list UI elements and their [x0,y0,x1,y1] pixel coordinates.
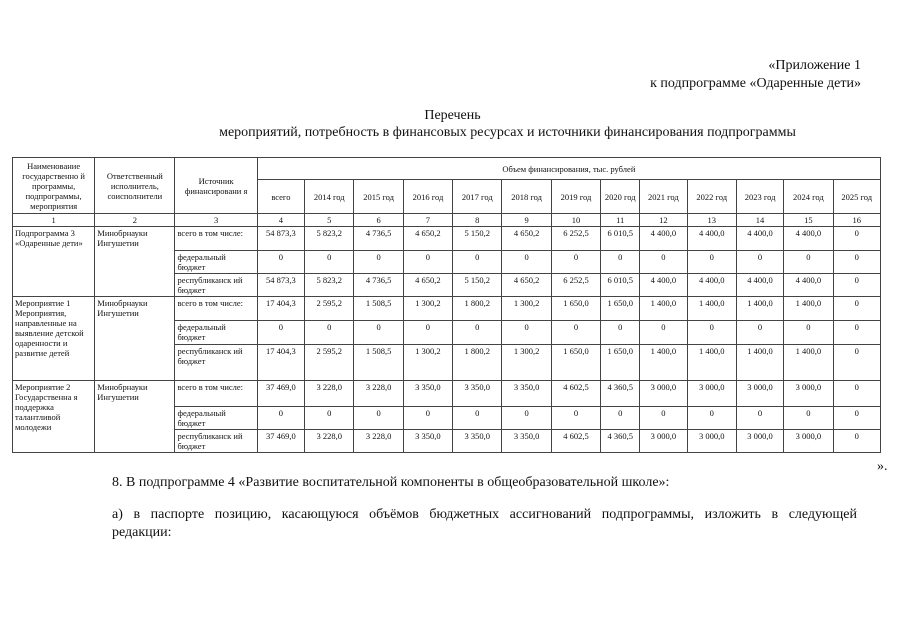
header-year: 2017 год [453,180,502,214]
table-cell: 5 823,2 [305,227,354,251]
table-cell: 0 [833,430,880,453]
table-cell: 3 228,0 [354,381,403,407]
table-cell: 3 000,0 [640,430,687,453]
table-cell: 17 404,3 [257,297,304,321]
header-source: Источник финансировани я [175,158,257,214]
table-cell: 4 650,2 [502,227,551,251]
table-cell: 0 [257,251,304,274]
row-funding-source: всего в том числе: [175,297,257,321]
table-cell: 3 228,0 [305,430,354,453]
row-funding-source: республиканск ий бюджет [175,274,257,297]
column-number: 14 [736,214,783,227]
header-year: 2025 год [833,180,880,214]
column-number: 11 [601,214,640,227]
row-executor: Минобрнауки Ингушетии [95,227,175,297]
header-year: 2019 год [551,180,600,214]
table-cell: 3 350,0 [453,381,502,407]
table-cell: 1 508,5 [354,345,403,381]
table-cell: 5 150,2 [453,227,502,251]
table-cell: 1 508,5 [354,297,403,321]
table-cell: 0 [403,321,452,345]
header-year: 2014 год [305,180,354,214]
table-cell: 0 [305,407,354,430]
paragraph-8: 8. В подпрограмме 4 «Развитие воспитательной компоненты в общеобразовательной школе»: [112,475,670,490]
list-title: Перечень [424,108,481,123]
table-cell: 0 [601,251,640,274]
table-cell: 3 000,0 [736,430,783,453]
header-year: 2018 год [502,180,551,214]
table-cell: 0 [640,321,687,345]
column-number: 16 [833,214,880,227]
table-cell: 4 400,0 [736,274,783,297]
table-cell: 1 400,0 [687,345,736,381]
table-cell: 2 595,2 [305,345,354,381]
table-cell: 0 [687,407,736,430]
appendix-line-1: «Приложение 1 [768,58,861,73]
appendix-block [650,57,861,93]
table-row [13,381,881,407]
table-cell: 0 [453,321,502,345]
header-name: Наименование государственно й программы, подпрограммы, мероприятия [13,158,95,214]
table-cell: 3 000,0 [640,381,687,407]
table-cell: 0 [257,321,304,345]
table-cell: 17 404,3 [257,345,304,381]
table-cell: 0 [784,407,833,430]
paragraph-a: а) в паспорте позицию, касающуюся объёмов бюджетных ассигнований подпрограммы, изложить в следующей редакции: [112,507,857,540]
column-number: 5 [305,214,354,227]
table-row [13,227,881,251]
table-cell: 0 [502,251,551,274]
table-cell: 1 800,2 [453,297,502,321]
table-cell: 0 [403,251,452,274]
table-cell: 0 [551,321,600,345]
table-cell: 0 [403,407,452,430]
header-total: всего [257,180,304,214]
header-year: 2021 год [640,180,687,214]
table-cell: 0 [551,251,600,274]
table-cell: 0 [257,407,304,430]
table-cell: 1 400,0 [736,345,783,381]
table-cell: 1 300,2 [403,297,452,321]
table-cell: 0 [601,407,640,430]
header-year: 2015 год [354,180,403,214]
column-number: 2 [95,214,175,227]
table-cell: 4 650,2 [403,227,452,251]
table-cell: 3 350,0 [502,381,551,407]
header-year: 2016 год [403,180,452,214]
table-cell: 1 650,0 [601,345,640,381]
header-year: 2020 год [601,180,640,214]
table-cell: 0 [502,321,551,345]
table-cell: 3 000,0 [736,381,783,407]
table-cell: 0 [354,321,403,345]
table-cell: 4 400,0 [687,274,736,297]
table-cell: 4 400,0 [640,227,687,251]
column-number: 15 [784,214,833,227]
table-cell: 0 [502,407,551,430]
table-cell: 0 [551,407,600,430]
row-item-name: Мероприятие 2 Государственна я поддержка талантливой молодежи [13,381,95,453]
table-cell: 1 300,2 [502,345,551,381]
table-cell: 0 [640,251,687,274]
closing-quote: ». [877,459,888,474]
table-cell: 0 [833,274,880,297]
table-cell: 0 [736,321,783,345]
table-cell: 4 736,5 [354,274,403,297]
table-cell: 0 [640,407,687,430]
list-subtitle: мероприятий, потребность в финансовых ресурсах и источники финансирования подпрограммы [219,125,796,140]
row-funding-source: федеральный бюджет [175,321,257,345]
table-cell: 3 350,0 [403,430,452,453]
table-cell: 54 873,3 [257,274,304,297]
table-cell: 4 400,0 [640,274,687,297]
column-number: 10 [551,214,600,227]
table-cell: 4 400,0 [784,227,833,251]
table-cell: 0 [833,251,880,274]
table-cell: 54 873,3 [257,227,304,251]
column-number: 3 [175,214,257,227]
row-item-name: Подпрограмма 3 «Одаренные дети» [13,227,95,297]
table-cell: 4 602,5 [551,430,600,453]
table-cell: 0 [687,321,736,345]
table-cell: 0 [833,407,880,430]
table-cell: 0 [354,251,403,274]
table-cell: 1 300,2 [403,345,452,381]
table-cell: 37 469,0 [257,381,304,407]
table-cell: 1 400,0 [687,297,736,321]
header-executor: Ответственный исполнитель, соисполнители [95,158,175,214]
table-cell: 1 650,0 [601,297,640,321]
table-cell: 6 252,5 [551,274,600,297]
table-cell: 3 000,0 [687,381,736,407]
column-number: 1 [13,214,95,227]
header-year: 2024 год [784,180,833,214]
table-cell: 1 400,0 [736,297,783,321]
table-cell: 1 400,0 [640,345,687,381]
table-cell: 6 252,5 [551,227,600,251]
header-year: 2023 год [736,180,783,214]
table-cell: 5 150,2 [453,274,502,297]
table-cell: 5 823,2 [305,274,354,297]
financing-table [12,157,881,453]
table-cell: 37 469,0 [257,430,304,453]
table-cell: 0 [833,227,880,251]
column-number-row [13,214,881,227]
table-cell: 0 [833,297,880,321]
table-cell: 4 400,0 [736,227,783,251]
column-number: 4 [257,214,304,227]
table-cell: 4 602,5 [551,381,600,407]
table-cell: 0 [736,407,783,430]
row-funding-source: федеральный бюджет [175,251,257,274]
appendix-line-2: к подпрограмме «Одаренные дети» [650,76,861,91]
table-cell: 0 [833,345,880,381]
column-number: 13 [687,214,736,227]
table-cell: 0 [305,251,354,274]
table-cell: 1 650,0 [551,345,600,381]
table-cell: 1 650,0 [551,297,600,321]
table-cell: 0 [601,321,640,345]
table-cell: 0 [453,407,502,430]
table-cell: 1 400,0 [784,345,833,381]
table-cell: 4 650,2 [502,274,551,297]
table-cell: 3 350,0 [502,430,551,453]
header-volume: Объем финансирования, тыс. рублей [257,158,880,180]
row-item-name: Мероприятие 1 Мероприятия, направленные на выявление детской одаренности и развитие детей [13,297,95,381]
table-cell: 4 400,0 [784,274,833,297]
table-cell: 3 000,0 [784,381,833,407]
table-cell: 0 [833,381,880,407]
row-funding-source: республиканск ий бюджет [175,430,257,453]
table-cell: 4 360,5 [601,381,640,407]
table-cell: 3 000,0 [687,430,736,453]
table-cell: 0 [453,251,502,274]
table-cell: 0 [354,407,403,430]
table-cell: 6 010,5 [601,274,640,297]
table-cell: 4 360,5 [601,430,640,453]
table-cell: 1 400,0 [784,297,833,321]
row-funding-source: всего в том числе: [175,381,257,407]
table-cell: 3 000,0 [784,430,833,453]
table-cell: 3 350,0 [453,430,502,453]
table-cell: 1 300,2 [502,297,551,321]
table-cell: 3 228,0 [354,430,403,453]
column-number: 9 [502,214,551,227]
table-cell: 1 800,2 [453,345,502,381]
column-number: 8 [453,214,502,227]
table-cell: 0 [305,321,354,345]
table-cell: 4 736,5 [354,227,403,251]
table-cell: 1 400,0 [640,297,687,321]
table-cell: 2 595,2 [305,297,354,321]
table-cell: 0 [736,251,783,274]
column-number: 6 [354,214,403,227]
row-executor: Минобрнауки Ингушетии [95,297,175,381]
table-cell: 6 010,5 [601,227,640,251]
column-number: 12 [640,214,687,227]
table-cell: 3 350,0 [403,381,452,407]
row-executor: Минобрнауки Ингушетии [95,381,175,453]
header-row [13,158,881,180]
row-funding-source: республиканск ий бюджет [175,345,257,381]
header-year: 2022 год [687,180,736,214]
table-cell: 0 [784,321,833,345]
row-funding-source: федеральный бюджет [175,407,257,430]
table-row [13,297,881,321]
table-cell: 4 650,2 [403,274,452,297]
table-cell: 3 228,0 [305,381,354,407]
column-number: 7 [403,214,452,227]
table-cell: 0 [687,251,736,274]
table-cell: 0 [833,321,880,345]
table-cell: 4 400,0 [687,227,736,251]
row-funding-source: всего в том числе: [175,227,257,251]
table-cell: 0 [784,251,833,274]
